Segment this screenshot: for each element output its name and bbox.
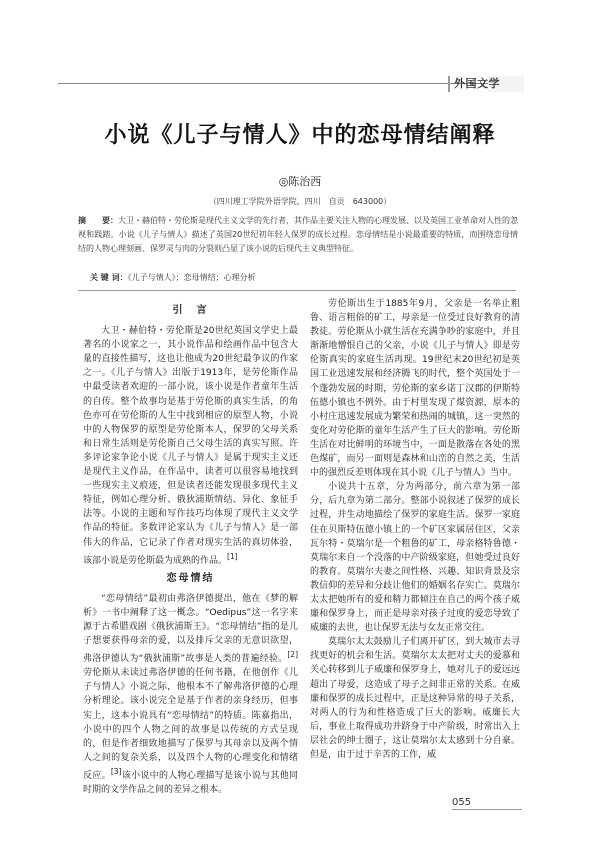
right-column <box>310 297 520 762</box>
abstract-text: 大卫・赫伯特・劳伦斯是现代主义文学的先行者，其作品主要关注人物的心理发展、以及英国工业革命对人性的忽视和践踏。小说《儿子与情人》描述了英国20世纪初年轻人保罗的成长过程。恋母情结是小说最重要的特质，而围绕恋母情结的人物心理刻画、保罗灵与肉的分裂则凸显了该小说的后现代主义典型特征。 <box>78 216 518 253</box>
keywords <box>90 271 520 285</box>
left-column <box>83 300 298 797</box>
complex-text-c: 该小说中的人物心理描写是该小说与其他同时期的文学作品之间的差异之根本。 <box>83 770 298 795</box>
section-header-rule <box>58 83 513 84</box>
footnote-ref-1: [1] <box>227 551 238 561</box>
complex-paragraph <box>83 592 298 797</box>
footnote-ref-2: [2] <box>287 650 298 660</box>
article-author: ◎陈治西 <box>278 175 322 188</box>
section-header-divider <box>448 76 450 92</box>
complex-text-b: 劳伦斯从未读过弗洛伊德的任何书籍，在他创作《儿子与情人》小说之际，他根本不了解弗洛伊德的心理分析理论。该小说完全是基于作者的亲身经历，但事实上，这本小说具有“恋母情结”的特质。陈嘉指出，小说中的四个人物之间的故事是以传统的方式呈现的，但是作者细致地描写了保罗与其母亲以及两个情人之间的复杂关系，以及四个人物的心理变化和情绪反应。 <box>83 668 298 781</box>
article-title: 小说《儿子与情人》中的恋母情结阐释 <box>104 123 496 148</box>
keywords-text: 《儿子与情人》；恋母情结；心理分析 <box>127 273 256 282</box>
complex-heading: 恋母情结 <box>166 572 215 584</box>
intro-paragraph <box>83 324 298 568</box>
complex-text-a: “恋母情结”最初由弗洛伊德提出，他在《梦的解析》一书中阐释了这一概念。“Oedipus”这一名字来源于古希腊戏剧《俄狄浦斯王》。“恋母情结”指的是儿子想要获得母亲的爱，以及排斥父亲的无意识欲望，弗洛伊德认为“俄狄浦斯”故事是人类的普遍经验。 <box>83 593 298 665</box>
right-paragraph-3: 莫瑞尔太太鼓励儿子们离开矿区，到大城市去寻找更好的机会和生活。莫瑞尔太太把对丈夫的爱慕和关心转移到儿子威廉和保罗身上，她对儿子的爱远远超出了母爱，这造成了母子之间非正常的关系。在威廉和保罗的成长过程中，正是这种异常的母子关系，对两人的行为和性格造成了巨大的影响。威廉长大后，事业上取得成功并跻身于中产阶级，时常出入上层社会的绅士圈子，这让莫瑞尔太太感到十分自豪。但是，由于过于辛苦的工作，威 <box>310 637 520 760</box>
author-affiliation: （四川理工学院外语学院，四川 自贡 643000） <box>208 197 392 206</box>
section-label: 外国文学 <box>454 77 500 90</box>
intro-text: 大卫・赫伯特・劳伦斯是20世纪英国文学史上最著名的小说家之一，其小说作品和绘画作品中包含大量的直接性描写，这也让他成为20世纪最争议的作家之一。《儿子与情人》出版于1913年，是劳伦斯作品中最受读者欢迎的一部小说，该小说是作者童年生活的自传。整个故事均是基于劳伦斯的真实生活，的角色亦可在劳伦斯的人生中找到相应的原型人物，小说中的人物保罗的原型是劳伦斯本人，保罗的父母关系和日常生活则是劳伦斯自己父母生活的真实写照。许多评论家争论小说《儿子与情人》是属于现实主义还是现代主义作品，在作品中，读者可以很容易地找到一些现实主义痕迹，但是读者还能发现很多现代主义特征，例如心理分析、俄狄浦斯情结、异化、象征手法等。小说的主题和写作技巧均体现了现代主义文学作品的特征。多数评论家认为《儿子与情人》是一部伟大的作品，它记录了作者对现实生活的真切体验，该部小说是劳伦斯最为成熟的作品。 <box>83 326 298 566</box>
page-number: 055 <box>452 797 472 808</box>
footnote-ref-3: [3] <box>110 766 122 776</box>
abstract <box>78 214 518 256</box>
page-number-rule <box>452 809 522 810</box>
right-paragraph-1: 劳伦斯出生于1885年9月，父亲是一名举止粗鲁、语言粗俗的矿工，母亲是一位受过良好教育的清教徒。劳伦斯从小就生活在充满争吵的家庭中，并且渐渐地憎恨自己的父亲，小说《儿子与情人》即是劳伦斯真实的家庭生活再现。19世纪末20世纪初是英国工业迅速发展和经济腾飞的时代，整个英国处于一个蓬勃发展的时期，劳伦斯的家乡诺丁汉郡的伊斯特伍德小镇也不例外。由于村里发现了煤资源，原本的小村庄迅速发展成为繁荣和热闹的城镇，这一突然的变化对劳伦斯的童年生活产生了巨大的影响。劳伦斯生活在对比鲜明的环境当中，一面是散落在各处的黑色煤矿，而另一面则是森林和山峦的自然之美，生活中的强烈反差则体现在其小说《儿子与情人》当中。 <box>310 299 520 479</box>
intro-heading: 引 言 <box>172 305 209 316</box>
abstract-divider <box>78 290 516 291</box>
right-paragraph-2: 小说共十五章，分为两部分，前六章为第一部分，后九章为第二部分。整部小说叙述了保罗的成长过程，并生动地描绘了保罗的家庭生活。保罗一家庭住在贝斯特伍德小镇上的一个矿区家属居住区，父亲瓦尔特・莫瑞尔是一个粗鲁的矿工，母亲格特鲁德・莫瑞尔来自一个没落的中产阶级家庭，但她受过良好的教育。莫瑞尔夫妻之间性格、兴趣、知识背景及宗教信仰的差异和分歧让他们的婚姻名存实亡。莫瑞尔太太把她所有的爱和精力都倾注在自己的两个孩子威廉和保罗身上，而正是母亲对孩子过度的爱恋导致了威廉的去世，也让保罗无法与女友正常交往。 <box>310 482 520 634</box>
keywords-label: 关 键 词： <box>90 273 128 282</box>
abstract-label: 摘 要： <box>78 216 118 225</box>
